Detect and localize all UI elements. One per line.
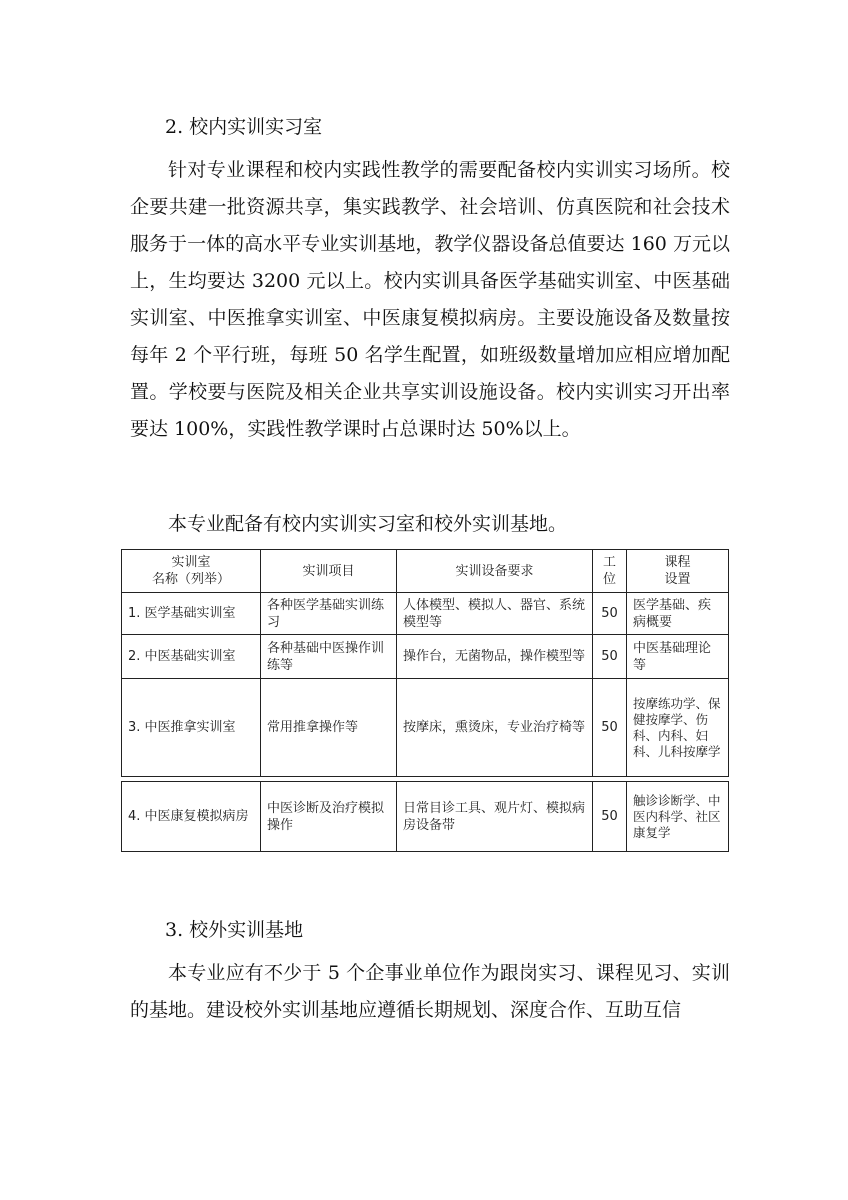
cell-equipment: 人体模型、模拟人、器官、系统模型等 <box>397 593 593 635</box>
table-intro: 本专业配备有校内实训实习室和校外实训基地。 <box>168 513 568 535</box>
table-header-row <box>122 550 729 593</box>
training-room-table <box>121 549 729 852</box>
cell-project: 常用推拿操作等 <box>261 679 397 777</box>
table-row <box>122 635 729 679</box>
header-equipment <box>397 550 593 593</box>
section-2-heading: 2. 校内实训实习室 <box>165 116 323 138</box>
cell-project: 中医诊断及治疗模拟操作 <box>261 782 397 852</box>
cell-project: 各种医学基础实训练习 <box>261 593 397 635</box>
header-courses <box>627 550 729 593</box>
cell-stations: 50 <box>593 679 627 777</box>
cell-equipment: 日常目诊工具、观片灯、模拟病房设备带 <box>397 782 593 852</box>
table-row <box>122 679 729 777</box>
table-row <box>122 593 729 635</box>
cell-courses: 按摩练功学、保健按摩学、伤科、内科、妇科、儿科按摩学 <box>627 679 729 777</box>
cell-equipment: 操作台，无菌物品，操作模型等 <box>397 635 593 679</box>
header-stations-text: 工 位 <box>602 555 616 587</box>
cell-room-name: 1. 医学基础实训室 <box>122 593 261 635</box>
cell-room-name: 4. 中医康复模拟病房 <box>122 782 261 852</box>
cell-stations: 50 <box>593 635 627 679</box>
cell-stations: 50 <box>593 782 627 852</box>
cell-project: 各种基础中医操作训练等 <box>261 635 397 679</box>
section-3-heading: 3. 校外实训基地 <box>165 919 304 941</box>
table-row <box>122 782 729 852</box>
cell-equipment: 按摩床，熏烫床，专业治疗椅等 <box>397 679 593 777</box>
header-project <box>261 550 397 593</box>
header-courses-text: 课程 设置 <box>664 555 691 587</box>
section-2-paragraph: 针对专业课程和校内实践性教学的需要配备校内实训实习场所。校企要共建一批资源共享，集实践教学、社会培训、仿真医院和社会技术服务于一体的高水平专业实训基地，教学仪器设备总值要达 160 万元以上，生均要达 3200 元以上。校内实训具备医学基础实训室、中医基础实训室、中医推拿实训室、中医康复模拟病房。主要设施设备及数量按每年 2 个平行班，每班 50 名学生配置，如班级数量增加应相应增加配置。学校要与医院及相关企业共享实训设施设备。校内实训实习开出率要达 100%，实践性教学课时占总课时达 50%以上。 <box>130 159 730 440</box>
header-room-name <box>122 550 261 593</box>
cell-room-name: 2. 中医基础实训室 <box>122 635 261 679</box>
cell-room-name: 3. 中医推拿实训室 <box>122 679 261 777</box>
cell-courses: 触诊诊断学、中医内科学、社区康复学 <box>627 782 729 852</box>
header-equipment-text: 实训设备要求 <box>455 563 534 579</box>
header-room-name-text: 实训室 名称（列举） <box>151 555 230 587</box>
header-project-text: 实训项目 <box>302 563 355 579</box>
cell-courses: 中医基础理论等 <box>627 635 729 679</box>
header-stations <box>593 550 627 593</box>
section-3-paragraph: 本专业应有不少于 5 个企事业单位作为跟岗实习、课程见习、实训的基地。建设校外实训基地应遵循长期规划、深度合作、互助互信 <box>130 962 730 1021</box>
cell-stations: 50 <box>593 593 627 635</box>
cell-courses: 医学基础、疾病概要 <box>627 593 729 635</box>
